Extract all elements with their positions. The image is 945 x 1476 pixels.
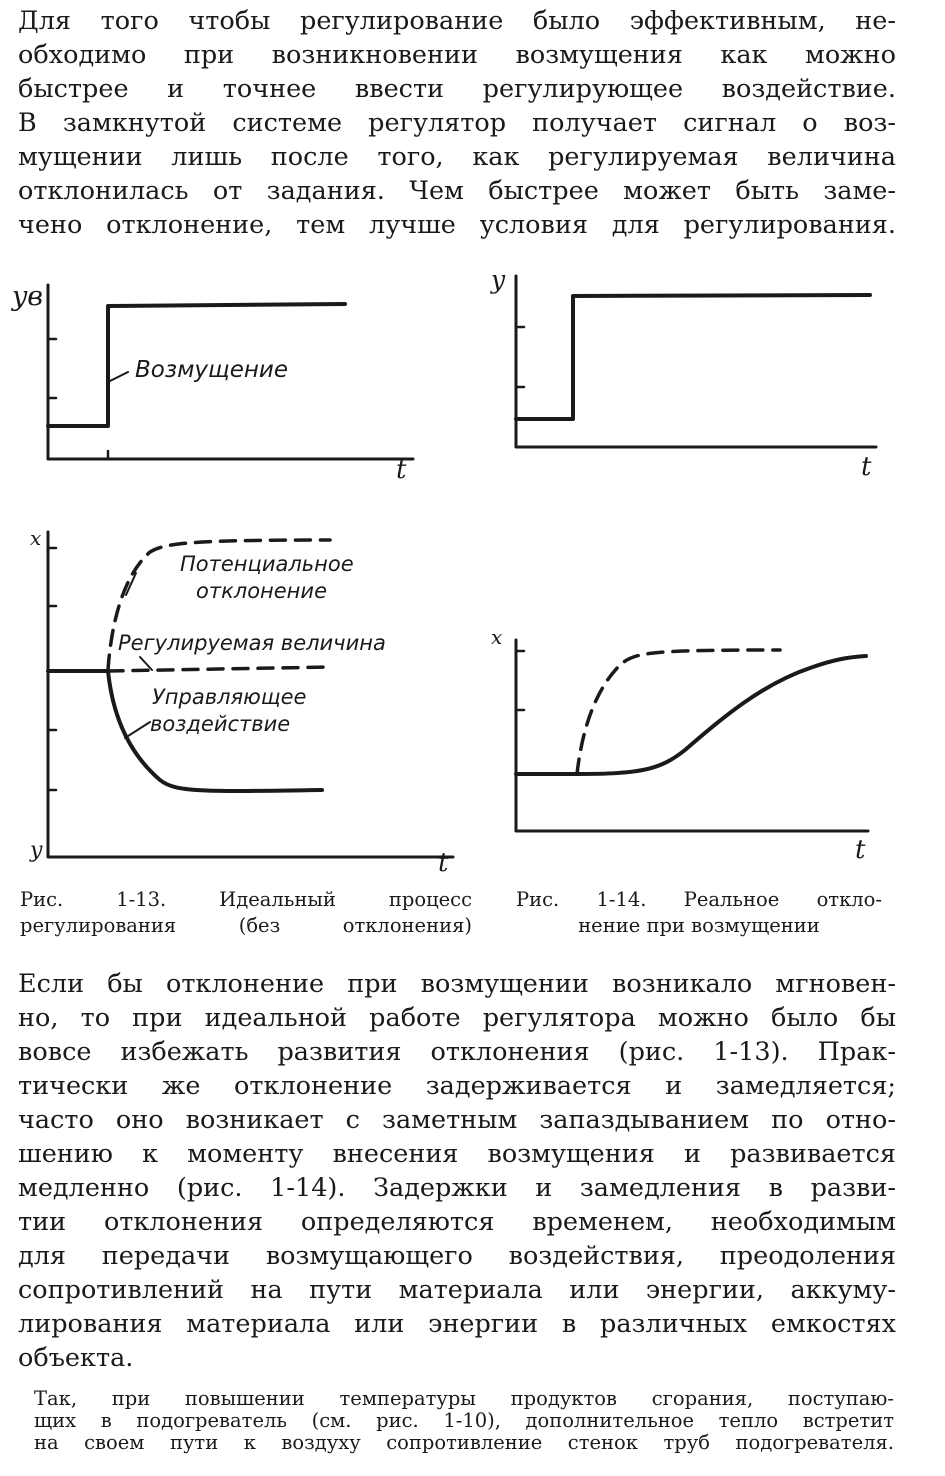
text-line: тии отклонения определяются временем, необходимым	[18, 1207, 896, 1237]
text-line: на своем пути к воздуху сопротивление стенок труб подогревателя.	[34, 1431, 894, 1454]
y-axis-label: yв	[12, 281, 43, 312]
annotation-leader	[110, 372, 128, 381]
annotation-disturbance: Возмущение	[135, 357, 288, 383]
y-axis-label: x	[491, 625, 503, 649]
text-line: шению к моменту внесения возмущения и развивается	[18, 1139, 896, 1169]
figure-caption-1-13	[20, 887, 472, 939]
y-axis-label: y	[491, 265, 506, 294]
small-print-paragraph	[34, 1388, 894, 1454]
figure-caption-1-14	[516, 887, 882, 939]
text-line: Так, при повышении температуры продуктов сгорания, поступаю-	[34, 1387, 894, 1410]
real-deviation-curve	[516, 656, 866, 774]
text-line: тически же отклонение задерживается и замедляется;	[18, 1071, 896, 1101]
text-line: медленно (рис. 1-14). Задержки и замедления в разви-	[18, 1173, 896, 1203]
fig14-bottom-graph	[516, 640, 868, 831]
caption-line: Рис. 1-13. Идеальный процесс	[20, 888, 472, 911]
annotation-leader	[125, 722, 150, 738]
y-axis-bottom-label: y	[30, 838, 43, 863]
disturbance-step-line	[516, 295, 870, 419]
annotation-deviation: отклонение	[196, 579, 327, 603]
text-line: лирования материала или энергии в различных емкостях	[18, 1309, 896, 1339]
text-line: Если бы отклонение при возмущении возникало мгновен-	[18, 969, 896, 999]
x-axis-label: t	[438, 848, 449, 878]
caption-line: регулирования (без отклонения)	[20, 914, 472, 937]
text-line: Для того чтобы регулирование было эффективным, не-	[18, 6, 896, 36]
main-paragraph	[18, 967, 896, 1375]
text-line: часто оно возникает с заметным запаздыванием по отно-	[18, 1105, 896, 1135]
fig14-top-graph	[516, 276, 876, 447]
text-line: мущении лишь после того, как регулируемая величина	[18, 142, 896, 172]
annotation-controlled-variable: Регулируемая величина	[118, 631, 386, 655]
text-line: объекта.	[18, 1343, 134, 1373]
annotation-potential: Потенциальное	[180, 552, 354, 576]
text-line: отклонилась от задания. Чем быстрее может быть заме-	[18, 176, 896, 206]
x-axis-label: t	[855, 835, 866, 865]
text-line: щих в подогреватель (см. рис. 1-10), дополнительное тепло встретит	[34, 1409, 894, 1432]
text-line: чено отклонение, тем лучше условия для регулирования.	[18, 210, 896, 240]
x-axis-label: t	[396, 455, 407, 485]
annotation-action: воздействие	[150, 712, 291, 736]
controlled-variable-dashed	[108, 667, 330, 671]
text-line: обходимо при возникновении возмущения как можно	[18, 40, 896, 70]
x-axis-top-label: x	[30, 526, 42, 550]
text-line: но, то при идеальной работе регулятора можно было бы	[18, 1003, 896, 1033]
text-line: В замкнутой системе регулятор получает сигнал о воз-	[18, 108, 896, 138]
text-line: для передачи возмущающего воздействия, преодоления	[18, 1241, 896, 1271]
text-line: быстрее и точнее ввести регулирующее воздействие.	[18, 74, 896, 104]
text-line: сопротивлений на пути материала или энергии, аккуму-	[18, 1275, 896, 1305]
x-axis-label: t	[861, 452, 872, 482]
caption-line: Рис. 1-14. Реальное откло-	[516, 888, 882, 911]
caption-line: нение при возмущении	[578, 914, 820, 937]
annotation-leader	[140, 657, 152, 670]
text-line: вовсе избежать развития отклонения (рис. 1-13). Прак-	[18, 1037, 896, 1067]
annotation-control: Управляющее	[152, 685, 307, 709]
